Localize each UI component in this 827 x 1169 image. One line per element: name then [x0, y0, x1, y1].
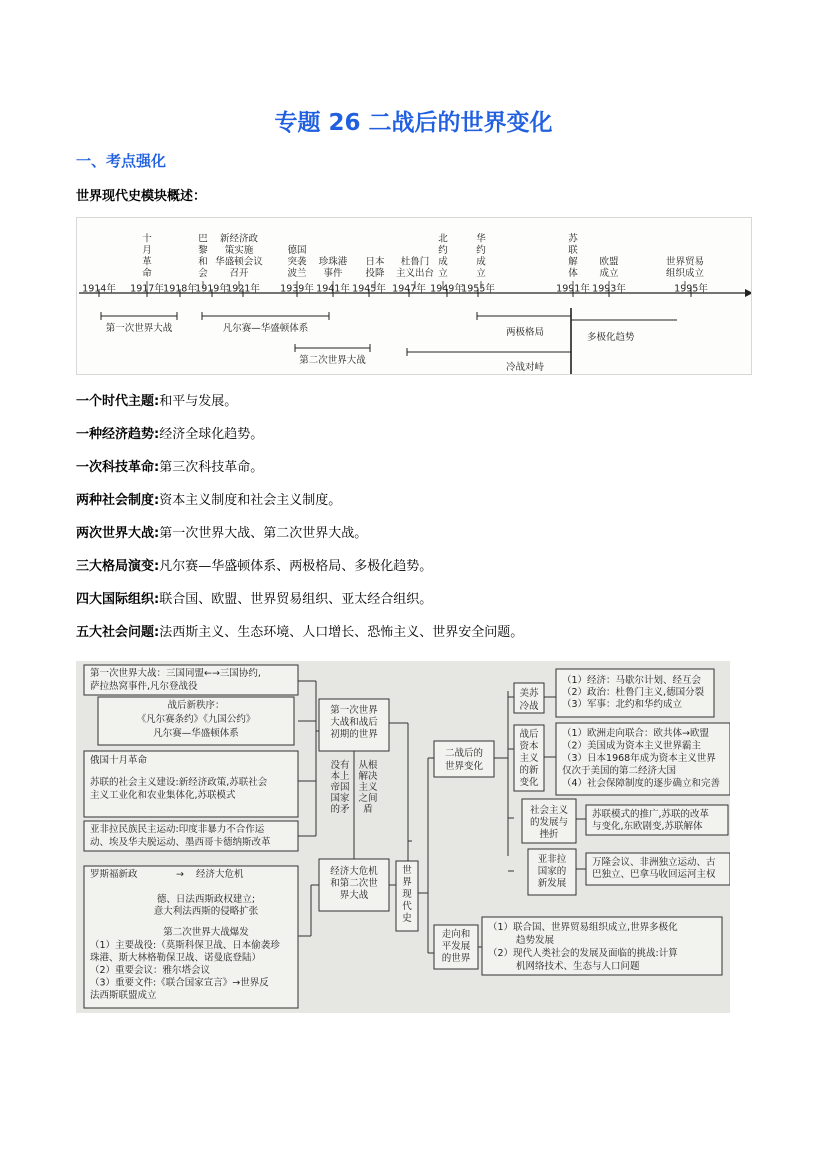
event-label: 联 [568, 245, 578, 256]
event-label: 珍珠港 [318, 256, 348, 268]
summary-line [76, 623, 756, 656]
diagram-text: 巴独立、巴拿马收回运河主权 [592, 869, 716, 880]
diagram-text: 主义 [358, 782, 378, 793]
diagram-text: 之间 [358, 793, 378, 804]
diagram-text: 大战和战后 [330, 717, 378, 728]
summary-line [76, 557, 756, 590]
diagram-text: 国家的 [537, 866, 567, 877]
diagram-text: 史 [402, 913, 412, 924]
year-label: 1917年 [130, 283, 164, 295]
diagram-text: 解决 [358, 771, 378, 782]
summary-value: 资本主义制度和社会主义制度。 [159, 493, 342, 508]
diagram-text: （2）美国成为资本主义世界霸主 [562, 740, 702, 752]
event-label: 德国 [287, 245, 307, 256]
event-label: 命 [142, 268, 152, 279]
year-label: 1939年 [280, 283, 314, 295]
diagram-text: 冷战 [519, 701, 539, 712]
year-label: 1919年 [195, 283, 229, 295]
period-label: 冷战对峙 [505, 362, 545, 373]
year-label: 1991年 [556, 283, 590, 295]
diagram-text: 帝国 [330, 782, 350, 793]
diagram-text: （2）政治：杜鲁门主义,德国分裂 [562, 687, 705, 698]
diagram-text: 意大利法西斯的侵略扩张 [153, 906, 259, 917]
diagram-text: 萨拉热窝事件,凡尔登战役 [90, 681, 198, 692]
diagram-text: 和第二次世 [330, 878, 378, 889]
diagram-text: 没有 [330, 760, 350, 771]
event-label: 成 [438, 256, 448, 268]
summary-value: 第一次世界大战、第二次世界大战。 [159, 526, 368, 541]
event-label: 华 [476, 233, 486, 245]
diagram-text: （1）欧洲走向联合：欧共体→欧盟 [562, 728, 710, 739]
diagram-text: （2）重要会议：雅尔塔会议 [90, 965, 211, 976]
year-label: 1993年 [592, 283, 626, 295]
diagram-text: 资本 [519, 741, 539, 752]
event-label: 十 [142, 233, 152, 245]
year-label: 1945年 [352, 283, 386, 295]
event-label: 日本 [365, 256, 385, 268]
diagram-text: 珠港、斯大林格勒保卫战、诺曼底登陆） [90, 952, 262, 964]
summary-label: 四大国际组织: [76, 592, 160, 607]
diagram-text: （3）日本1968年成为资本主义世界 [562, 753, 716, 764]
timeline-svg [77, 218, 751, 374]
diagram-text: 二战后的 [444, 748, 484, 759]
event-label: 成立 [599, 268, 619, 279]
diagram-text: 战后 [519, 729, 539, 740]
diagram-text: 经济大危机 [196, 869, 244, 880]
summary-value: 经济全球化趋势。 [159, 427, 264, 442]
summary-value: 和平与发展。 [159, 394, 238, 409]
diagram-text: 美苏 [519, 688, 539, 699]
diagram-text: 罗斯福新政 [90, 869, 138, 880]
summary-label: 五大社会问题: [76, 625, 160, 640]
diagram-text: 盾 [363, 804, 373, 815]
diagram-text: 机网络技术、生态与人口问题 [516, 961, 640, 972]
summary-value: 凡尔赛—华盛顿体系、两极格局、多极化趋势。 [159, 559, 433, 574]
diagram-svg [76, 661, 730, 1013]
diagram-text: 主义 [519, 753, 539, 764]
diagram-text: 变化 [519, 777, 539, 788]
year-label: 1955年 [461, 283, 495, 295]
summary-line [76, 491, 756, 524]
event-label: 和 [198, 256, 208, 268]
diagram-text: 代 [402, 901, 412, 912]
event-label: 巴 [198, 233, 208, 245]
event-label: 组织成立 [665, 268, 705, 279]
summary-list [76, 392, 756, 656]
year-label: 1995年 [674, 283, 708, 295]
diagram-text: 第二次世界大战爆发 [163, 927, 249, 938]
diagram-text: 现 [402, 889, 412, 900]
period-label: 第二次世界大战 [299, 355, 366, 366]
event-label: 立 [438, 268, 448, 279]
period-label: 凡尔赛—华盛顿体系 [222, 323, 309, 334]
diagram-text: （3）重要文件:《联合国家宣言》→世界反 [90, 977, 269, 989]
summary-label: 一个时代主题: [76, 394, 160, 409]
diagram-text: 亚非拉 [537, 854, 567, 865]
diagram-text: 挫折 [539, 829, 559, 840]
diagram-text: 平发展 [441, 941, 471, 952]
diagram-text: （1）主要战役:（莫斯科保卫战、日本偷袭珍 [90, 940, 280, 951]
diagram-text: 界 [402, 877, 412, 888]
year-label: 1921年 [226, 283, 260, 295]
summary-line [76, 425, 756, 458]
diagram-text: 《凡尔赛条约》《九国公约》 [136, 714, 256, 725]
event-label: 杜鲁门 [400, 256, 430, 268]
diagram-text: （1）联合国、世界贸易组织成立,世界多极化 [488, 922, 678, 933]
event-label: 世界贸易 [665, 256, 705, 268]
diagram-text: 苏联模式的推广,苏联的改革 [592, 809, 710, 820]
overview-label: 世界现代史模块概述： [76, 189, 207, 204]
diagram-text: 的世界 [441, 953, 471, 964]
diagram-text: 经济大危机 [330, 866, 378, 877]
year-label: 1918年 [163, 283, 197, 295]
summary-label: 一次科技革命: [76, 460, 160, 475]
period-label: 第一次世界大战 [105, 323, 173, 334]
year-label: 1949年 [430, 283, 464, 295]
event-label: 约 [438, 245, 448, 256]
diagram-text: 苏联的社会主义建设:新经济政策,苏联社会 [90, 777, 268, 788]
event-label: 突袭 [287, 256, 307, 268]
event-label: 体 [568, 268, 578, 279]
year-label: 1914年 [82, 283, 116, 295]
period-label: 两极格局 [505, 327, 545, 338]
diagram-text: 的发展与 [529, 817, 569, 828]
arrow-icon: → [176, 869, 184, 880]
diagram-text: 社会主义 [529, 805, 569, 816]
summary-value: 第三次科技革命。 [159, 460, 264, 475]
diagram-text: 俄国十月革命 [90, 755, 148, 766]
diagram-text: 新发展 [537, 878, 567, 889]
event-label: 北 [438, 233, 448, 245]
event-label: 约 [476, 245, 486, 256]
diagram-text: 本上 [330, 771, 350, 782]
diagram-text: 国家 [330, 793, 350, 804]
diagram-text: 走向和 [441, 929, 471, 940]
event-label: 策实施 [224, 245, 254, 256]
period-label: 多极化趋势 [587, 332, 635, 343]
page-title: 专题 26 二战后的世界变化 [274, 110, 553, 136]
event-label: 会 [198, 268, 208, 279]
summary-line [76, 392, 756, 425]
diagram-text: 主义工业化和农业集体化,苏联模式 [90, 790, 236, 801]
event-label: 立 [476, 268, 486, 279]
knowledge-diagram [76, 661, 730, 1013]
event-label: 主义出台 [395, 268, 435, 279]
event-label: 成 [476, 256, 486, 268]
event-label: 事件 [323, 268, 343, 279]
diagram-text: 第一次世界 [330, 705, 378, 716]
diagram-text: （1）经济：马歇尔计划、经互会 [562, 675, 702, 686]
summary-line [76, 590, 756, 623]
diagram-text: 法西斯联盟成立 [90, 990, 157, 1001]
diagram-text: 世界变化 [444, 761, 484, 772]
diagram-text: 世 [402, 865, 412, 876]
event-label: 欧盟 [599, 256, 619, 268]
diagram-text: 从根 [358, 760, 378, 771]
event-label: 黎 [198, 245, 208, 256]
diagram-text: 万隆会议、非洲独立运动、古 [592, 857, 716, 868]
summary-label: 两次世界大战: [76, 526, 160, 541]
diagram-text: （3）军事：北约和华约成立 [562, 699, 683, 710]
summary-label: 两种社会制度: [76, 493, 160, 508]
summary-line [76, 458, 756, 491]
diagram-text: 界大战 [339, 890, 369, 901]
event-label: 革 [142, 256, 152, 268]
event-label: 华盛顿会议 [215, 256, 263, 268]
diagram-text: 与变化,东欧剧变,苏联解体 [592, 821, 703, 832]
diagram-text: （4）社会保障制度的逐步确立和完善 [562, 778, 721, 789]
diagram-text: 德、日法西斯政权建立; [156, 894, 256, 905]
diagram-text: 的新 [519, 765, 539, 776]
year-label: 1941年 [316, 283, 350, 295]
axis-arrow-icon [745, 289, 751, 297]
year-label: 1947年 [392, 283, 426, 295]
diagram-text: （2）现代人类社会的发展及面临的挑战:计算 [488, 948, 678, 959]
summary-label: 三大格局演变: [76, 559, 160, 574]
diagram-text: 动、埃及华夫脱运动、墨西哥卡德纳斯改革 [90, 837, 271, 848]
event-label: 召开 [229, 268, 249, 279]
diagram-text: 亚非拉民族民主运动:印度非暴力不合作运 [90, 824, 265, 835]
summary-value: 法西斯主义、生态环境、人口增长、恐怖主义、世界安全问题。 [159, 625, 524, 640]
diagram-text: 仅次于美国的第二经济大国 [562, 765, 677, 777]
event-label: 解 [568, 256, 578, 268]
diagram-text: 初期的世界 [330, 729, 378, 740]
section-heading: 一、考点强化 [76, 152, 167, 170]
event-label: 投降 [365, 268, 385, 279]
event-label: 新经济政 [219, 233, 259, 245]
diagram-text: 的矛 [330, 804, 350, 815]
event-label: 苏 [568, 233, 578, 245]
diagram-text: 凡尔赛—华盛顿体系 [153, 728, 239, 739]
diagram-text: 趋势发展 [516, 935, 555, 946]
summary-label: 一种经济趋势: [76, 427, 160, 442]
summary-line [76, 524, 756, 557]
event-label: 波兰 [287, 268, 307, 279]
diagram-text: 第一次世界大战：三国同盟←→三国协约, [90, 668, 261, 679]
event-label: 月 [142, 245, 152, 256]
timeline-figure [76, 217, 752, 375]
summary-value: 联合国、欧盟、世界贸易组织、亚太经合组织。 [159, 592, 433, 607]
diagram-text: 战后新秩序： [167, 700, 225, 711]
